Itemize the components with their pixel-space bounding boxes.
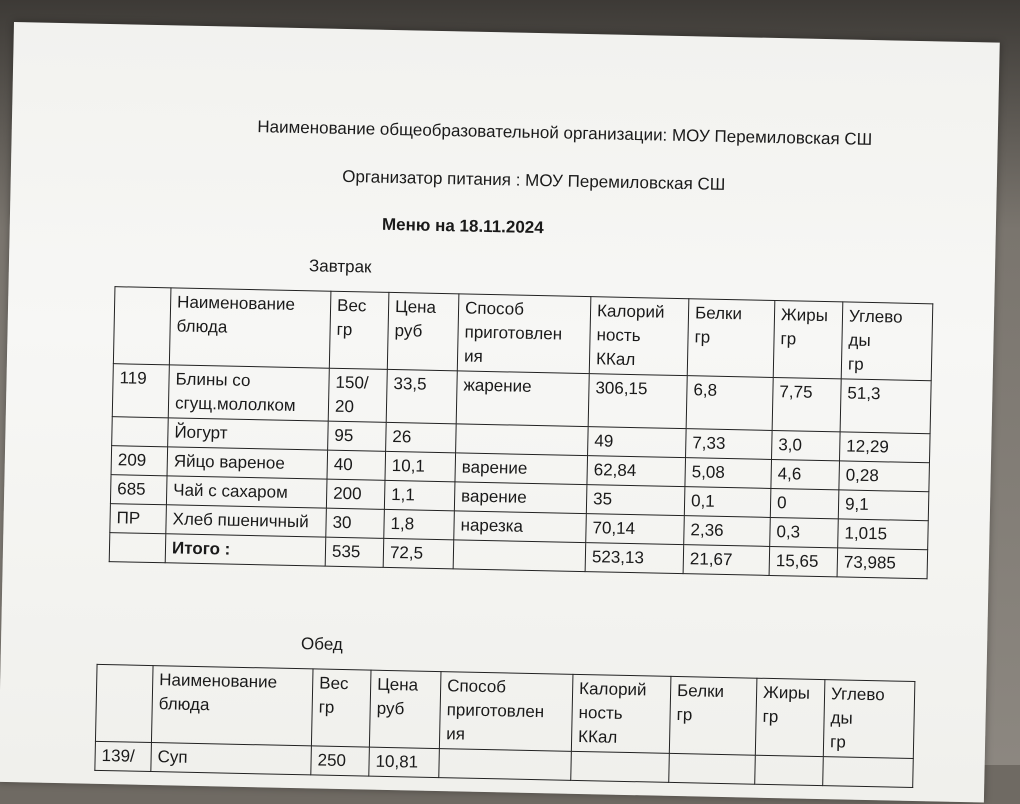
cell-kcal: 62,84 [587,456,686,487]
cell-code: 119 [112,364,169,418]
cell-price: 1,1 [384,480,455,510]
cell-price: 72,5 [383,538,454,568]
cell-price: 1,8 [384,509,455,539]
cell-code: 685 [110,475,167,505]
column-header-3: Цена руб [387,292,459,370]
cell-fat: 0,3 [770,517,839,547]
cell-carbs: 9,1 [838,490,929,521]
column-header-4: Способ приготовлен ия [457,294,591,374]
cell-name: Яйцо вареное [167,447,328,479]
cell-protein: 6,8 [686,376,773,431]
org-name: Наименование общеобразовательной организации: МОУ Перемиловская СШ [257,117,873,149]
lunch-table [94,664,915,788]
cell-price: 10,81 [369,747,440,777]
cell-kcal: 70,14 [586,514,685,545]
cell-method: жарение [456,371,589,427]
cell-fat: 15,65 [769,546,838,576]
cell-protein [669,753,756,784]
cell-weight: 250 [311,746,370,776]
column-header-2: Вес гр [311,669,371,747]
cell-name: Чай с сахаром [166,476,327,508]
cell-name: Хлеб пшеничный [166,505,327,537]
cell-fat: 3,0 [772,430,841,460]
cell-weight: 200 [326,479,385,509]
column-header-5: Калорий ность ККал [571,674,671,753]
cell-method [439,749,572,781]
cell-kcal: 35 [586,485,685,516]
cell-code: 209 [111,446,168,476]
breakfast-table [109,286,934,579]
cell-name: Суп [151,743,312,775]
cell-carbs: 0,28 [839,461,930,492]
cell-price: 33,5 [386,369,457,423]
cell-weight: 40 [327,450,386,480]
cell-protein: 7,33 [686,429,773,460]
menu-title: Меню на 18.11.2024 [381,214,544,238]
column-header-8: Углево ды гр [841,302,933,381]
column-header-5: Калорий ность ККал [589,297,689,376]
column-header-6: Белки гр [687,299,775,378]
cell-fat: 4,6 [771,459,840,489]
cell-weight: 150/ 20 [328,368,387,422]
cell-code [112,417,169,447]
cell-fat: 7,75 [772,377,841,431]
cell-method [456,424,589,456]
cell-weight: 30 [326,508,385,538]
cell-method [453,540,586,572]
cell-protein: 0,1 [684,487,771,518]
cell-carbs [823,757,914,788]
lunch-label: Обед [300,634,344,655]
column-header-6: Белки гр [669,676,757,755]
paper-sheet [0,22,1000,802]
cell-carbs: 73,985 [837,548,928,579]
cell-carbs: 12,29 [839,432,930,463]
breakfast-label: Завтрак [308,256,372,277]
column-header-8: Углево ды гр [823,680,915,759]
cell-name: Блины со сгущ.мололком [168,365,329,421]
cell-fat [755,755,824,785]
cell-method: варение [454,482,587,514]
column-header-1: Наименование блюда [151,666,313,746]
column-header-7: Жиры гр [755,678,825,756]
cell-protein: 21,67 [683,545,770,576]
column-header-3: Цена руб [369,670,441,748]
cell-kcal: 523,13 [585,543,684,574]
cell-code [109,533,166,563]
cell-protein: 5,08 [685,458,772,489]
cell-weight: 535 [325,537,384,567]
cell-carbs: 51,3 [840,379,931,434]
cell-kcal [571,751,670,782]
column-header-4: Способ приготовлен ия [439,672,573,752]
cell-name: Йогурт [168,418,329,450]
column-header-2: Вес гр [329,291,389,369]
total-label: Итого : [165,534,326,566]
column-header-0 [113,287,171,365]
cell-price: 10,1 [385,451,456,481]
cell-code: 139/ [95,741,152,771]
cell-fat: 0 [770,488,839,518]
cell-method: нарезка [454,511,587,543]
cell-code: ПР [110,504,167,534]
cell-kcal: 49 [588,427,687,458]
cell-protein: 2,36 [684,516,771,547]
caterer-name: Организатор питания : МОУ Перемиловская СШ [342,166,726,194]
column-header-7: Жиры гр [773,300,843,378]
cell-method: варение [455,453,588,485]
cell-weight: 95 [328,421,387,451]
column-header-0 [95,664,153,742]
cell-carbs: 1,015 [838,519,929,550]
cell-price: 26 [386,422,457,452]
cell-kcal: 306,15 [588,374,687,429]
column-header-1: Наименование блюда [169,288,331,368]
